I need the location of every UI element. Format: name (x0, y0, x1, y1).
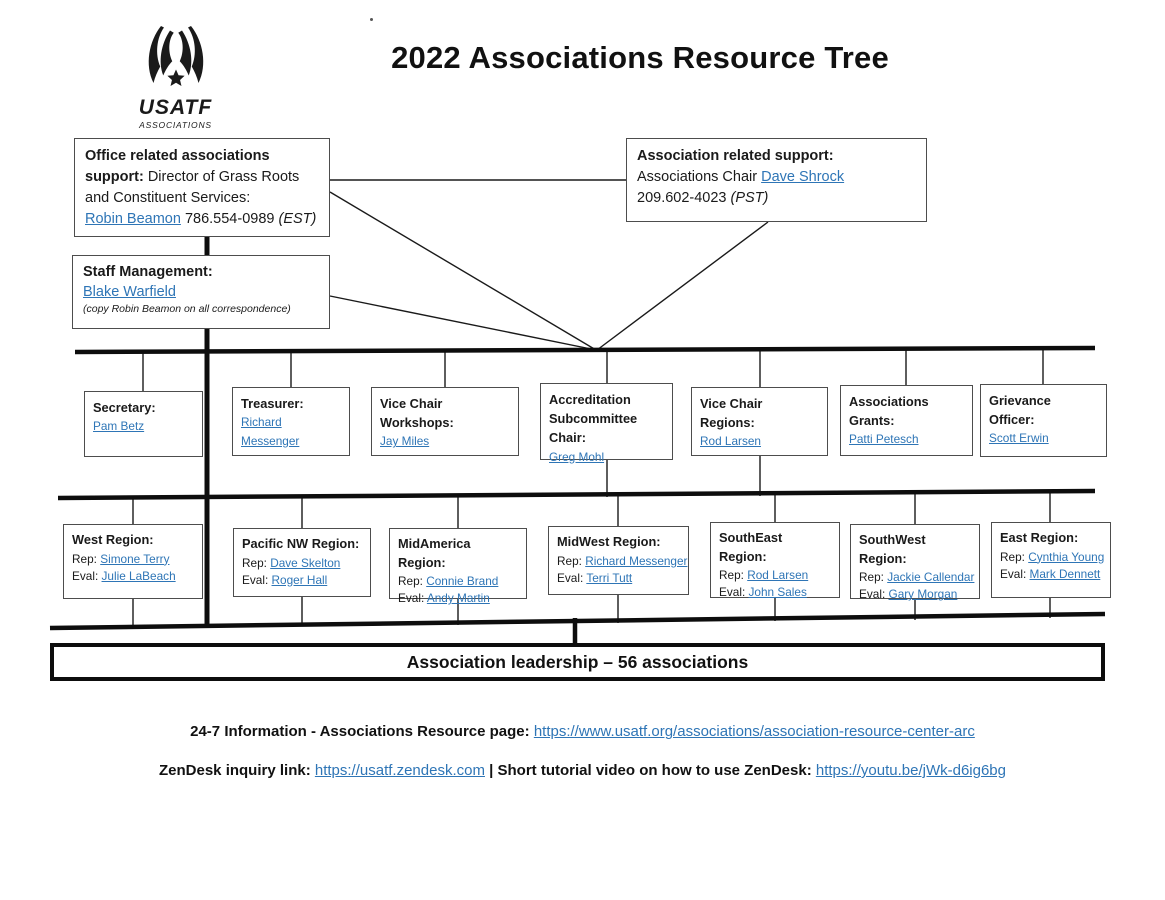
richard-messenger-link[interactable]: Richard Messenger (241, 415, 300, 448)
office-timezone: (EST) (278, 211, 317, 228)
tutorial-video-label: Short tutorial video on how to use ZenDesk: (497, 762, 816, 779)
jay-miles-link[interactable]: Jay Miles (380, 434, 430, 449)
region-box-midwest: MidWest Region: Rep: Richard Messenger Eval: Terri Tutt (548, 526, 689, 595)
blake-warfield-link[interactable]: Blake Warfield (83, 284, 176, 301)
patti-petesch-link[interactable]: Patti Petesch (849, 432, 919, 447)
association-leadership-label: Association leadership – 56 associations (406, 651, 749, 672)
resource-page-label: 24-7 Information - Associations Resource page: (190, 723, 534, 740)
zendesk-inquiry-label: ZenDesk inquiry link: (159, 762, 315, 779)
richard-messenger-region-link[interactable]: Richard Messenger (585, 553, 688, 568)
tutorial-video-link[interactable]: https://youtu.be/jWk-d6ig6bg (815, 762, 1006, 779)
staff-management-heading: Staff Management: (83, 264, 213, 280)
jackie-callendar-link[interactable]: Jackie Callendar (887, 570, 975, 585)
office-phone: 786.554-0989 (184, 211, 275, 228)
scott-erwin-link[interactable]: Scott Erwin (989, 431, 1049, 446)
resource-center-link[interactable]: https://www.usatf.org/associations/association-resource-center-arc (533, 723, 975, 740)
association-phone: 209.602-4023 (637, 190, 727, 207)
logo-brand-text: USATF (138, 96, 213, 119)
rod-larsen-region-link[interactable]: Rod Larsen (747, 568, 809, 583)
region-box-southwest: SouthWest Region: Rep: Jackie Callendar Eval: Gary Morgan (850, 524, 980, 599)
officer-box-vice-chair-regions: Vice Chair Regions: Rod Larsen (691, 387, 828, 456)
robin-beamon-link[interactable]: Robin Beamon (85, 211, 181, 228)
footer-zendesk-line (0, 762, 1165, 779)
footer-resource-line (0, 723, 1165, 740)
julie-labeach-link[interactable]: Julie LaBeach (101, 568, 176, 583)
roger-hall-link[interactable]: Roger Hall (271, 572, 328, 587)
officer-box-secretary: Secretary: Pam Betz (84, 391, 203, 457)
andy-martin-link[interactable]: Andy Martin (426, 591, 490, 606)
usatf-wings-icon (137, 26, 215, 92)
staff-management-note: (copy Robin Beamon on all correspondence) (83, 303, 291, 316)
region-box-southeast: SouthEast Region: Rep: Rod Larsen Eval: John Sales (710, 522, 840, 598)
officer-box-associations-grants: Associations Grants: Patti Petesch (840, 385, 973, 456)
connie-brand-link[interactable]: Connie Brand (426, 574, 499, 589)
john-sales-link[interactable]: John Sales (748, 585, 807, 600)
association-support-heading: Association related support: (637, 148, 834, 164)
logo-subtitle-text: ASSOCIATIONS (139, 120, 212, 130)
association-timezone: (PST) (730, 190, 769, 207)
dave-shrock-link[interactable]: Dave Shrock (761, 169, 845, 186)
association-support-box: Association related support: Associations Chair Dave Shrock 209.602-4023 (PST) (626, 138, 927, 222)
association-leadership-bar (50, 643, 1105, 681)
simone-terry-link[interactable]: Simone Terry (100, 551, 170, 566)
office-support-heading: Office related associations (85, 148, 270, 164)
rod-larsen-link[interactable]: Rod Larsen (700, 434, 761, 449)
region-box-pacific-nw: Pacific NW Region: Rep: Dave Skelton Eval: Roger Hall (233, 528, 371, 597)
cynthia-young-link[interactable]: Cynthia Young (1028, 549, 1105, 564)
usatf-logo (128, 26, 223, 130)
terri-tutt-link[interactable]: Terri Tutt (586, 570, 633, 585)
mark-dennett-link[interactable]: Mark Dennett (1029, 566, 1101, 581)
officer-box-treasurer: Treasurer: Richard Messenger (232, 387, 350, 456)
region-box-west: West Region: Rep: Simone Terry Eval: Julie LaBeach (63, 524, 203, 599)
page-title: 2022 Associations Resource Tree (391, 40, 889, 75)
greg-mohl-link[interactable]: Greg Mohl (549, 449, 605, 464)
office-support-box: Office related associations support: Director of Grass Roots and Constituent Services: Robin Beamon 786.554-0989 (EST) (74, 138, 330, 237)
zendesk-link[interactable]: https://usatf.zendesk.com (314, 762, 485, 779)
staff-management-box (72, 255, 330, 329)
region-box-midamerica: MidAmerica Region: Rep: Connie Brand Eval: Andy Martin (389, 528, 527, 599)
footer-separator: | (484, 762, 498, 779)
officer-box-accreditation-chair: Accreditation Subcommittee Chair: Greg Mohl (540, 383, 673, 460)
pam-betz-link[interactable]: Pam Betz (93, 419, 145, 434)
officer-box-grievance-officer: Grievance Officer: Scott Erwin (980, 384, 1107, 457)
dave-skelton-link[interactable]: Dave Skelton (270, 555, 341, 570)
officer-box-vice-chair-workshops: Vice Chair Workshops: Jay Miles (371, 387, 519, 456)
gary-morgan-link[interactable]: Gary Morgan (888, 587, 958, 602)
region-box-east: East Region: Rep: Cynthia Young Eval: Mark Dennett (991, 522, 1111, 598)
